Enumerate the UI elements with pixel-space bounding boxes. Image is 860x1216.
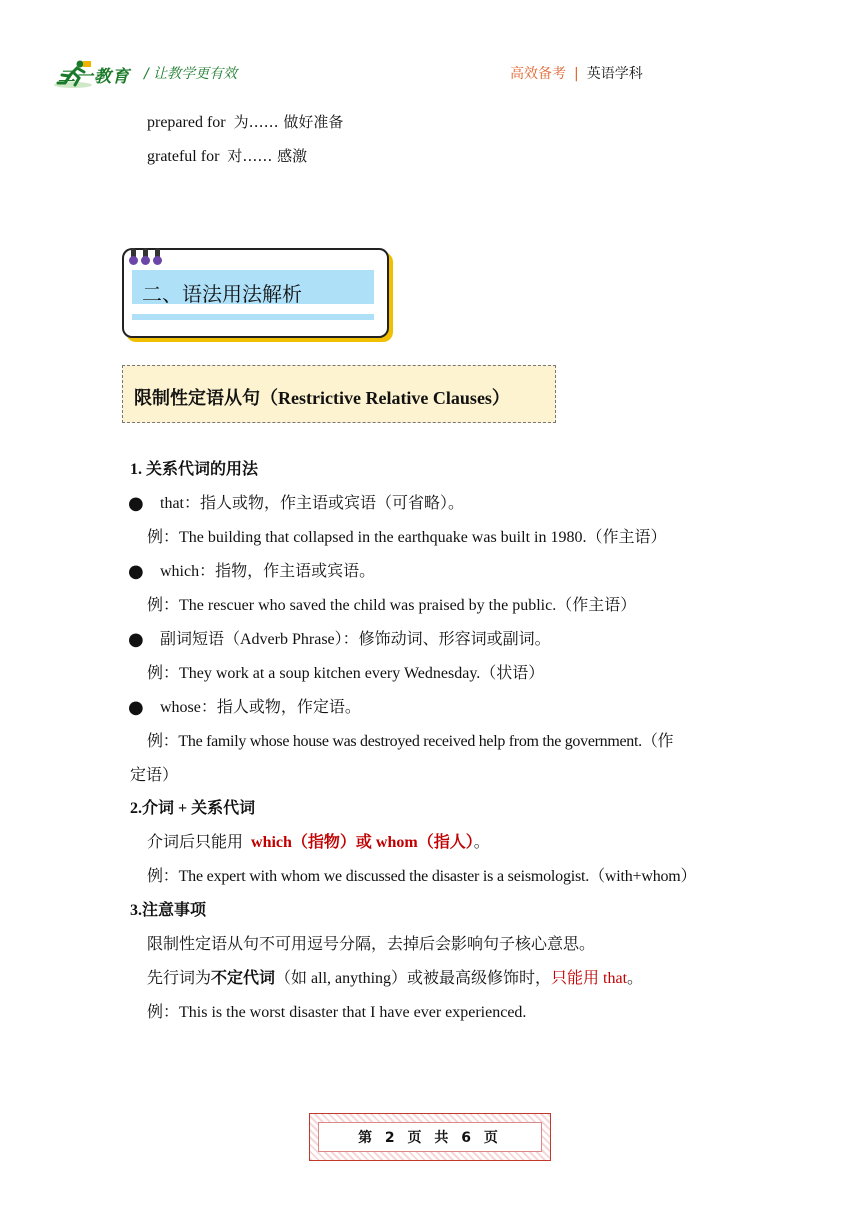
heading-notes: 3.注意事项 — [130, 902, 207, 919]
section-title-underband — [132, 314, 374, 320]
phrase-cn: 为…… 做好准备 — [233, 113, 344, 131]
phrase-en: grateful for — [147, 148, 220, 165]
bullet-text: whose：指人或物，作定语。 — [160, 699, 361, 716]
text: （如 all, anything）或被最高级修饰时， — [275, 970, 552, 987]
bullet-text: that：指人或物，作主语或宾语（可省略）。 — [160, 495, 464, 512]
example-line: 例：The building that collapsed in the earthquake was built in 1980.（作主语） — [147, 529, 667, 546]
text: 介词后只能用 — [147, 834, 244, 851]
example-line: 例：This is the worst disaster that I have ever experienced. — [147, 1004, 527, 1021]
section-title: 二、语法用法解析 — [142, 282, 302, 306]
bold-text: 不定代词 — [211, 970, 276, 987]
bullet-text: 副词短语（Adverb Phrase）：修饰动词、形容词或副词。 — [160, 631, 551, 648]
binder-rings-icon — [131, 245, 167, 264]
example-line: 例：They work at a soup kitchen every Wednesday.（状语） — [147, 665, 545, 682]
text: 。 — [473, 834, 490, 851]
text: 。 — [627, 970, 644, 987]
bullet-icon: ● — [128, 697, 144, 718]
phrase-cn: 对…… 感激 — [227, 147, 308, 165]
header-right — [510, 63, 643, 83]
logo-text: 二一教育 — [58, 67, 130, 87]
highlight-text: which（指物）或 whom（指人） — [251, 834, 474, 851]
bullet-icon: ● — [128, 629, 144, 650]
header-subject: 英语学科 — [586, 66, 643, 82]
paragraph: 限制性定语从句不可用逗号分隔，去掉后会影响句子核心意思。 — [147, 936, 596, 953]
bullet-item — [128, 562, 144, 582]
text: 先行词为 — [147, 970, 212, 987]
paragraph — [147, 969, 643, 989]
phrase-en: prepared for — [147, 114, 226, 131]
page-footer — [309, 1113, 551, 1161]
bullet-item — [128, 698, 144, 718]
example-line: 例：The family whose house was destroyed received help from the government.（作 — [147, 733, 674, 750]
example-line-cont: 定语） — [130, 767, 179, 784]
bullet-item — [128, 494, 144, 514]
bullet-icon: ● — [128, 561, 144, 582]
heading-relative-pronouns: 1. 关系代词的用法 — [130, 461, 259, 478]
bullet-icon: ● — [128, 493, 144, 514]
phrase-line — [147, 112, 343, 133]
example-line: 例：The rescuer who saved the child was praised by the public.（作主语） — [147, 597, 637, 614]
header-separator: | — [574, 66, 579, 82]
header-exam-label: 高效备考 — [510, 66, 566, 82]
highlight-text: 只能用 that — [551, 970, 628, 987]
heading-prep-relative: 2.介词 + 关系代词 — [130, 800, 256, 817]
topic-title: 限制性定语从句（Restrictive Relative Clauses） — [134, 388, 510, 408]
phrase-line — [147, 146, 307, 167]
page-number: 第 2 页 共 6 页 — [318, 1122, 542, 1152]
bullet-item — [128, 630, 144, 650]
bullet-text: which：指物，作主语或宾语。 — [160, 563, 376, 580]
example-line: 例：The expert with whom we discussed the disaster is a seismologist.（with+whom） — [147, 868, 697, 885]
slogan: / 让教学更有效 — [144, 66, 238, 82]
paragraph — [147, 833, 490, 853]
